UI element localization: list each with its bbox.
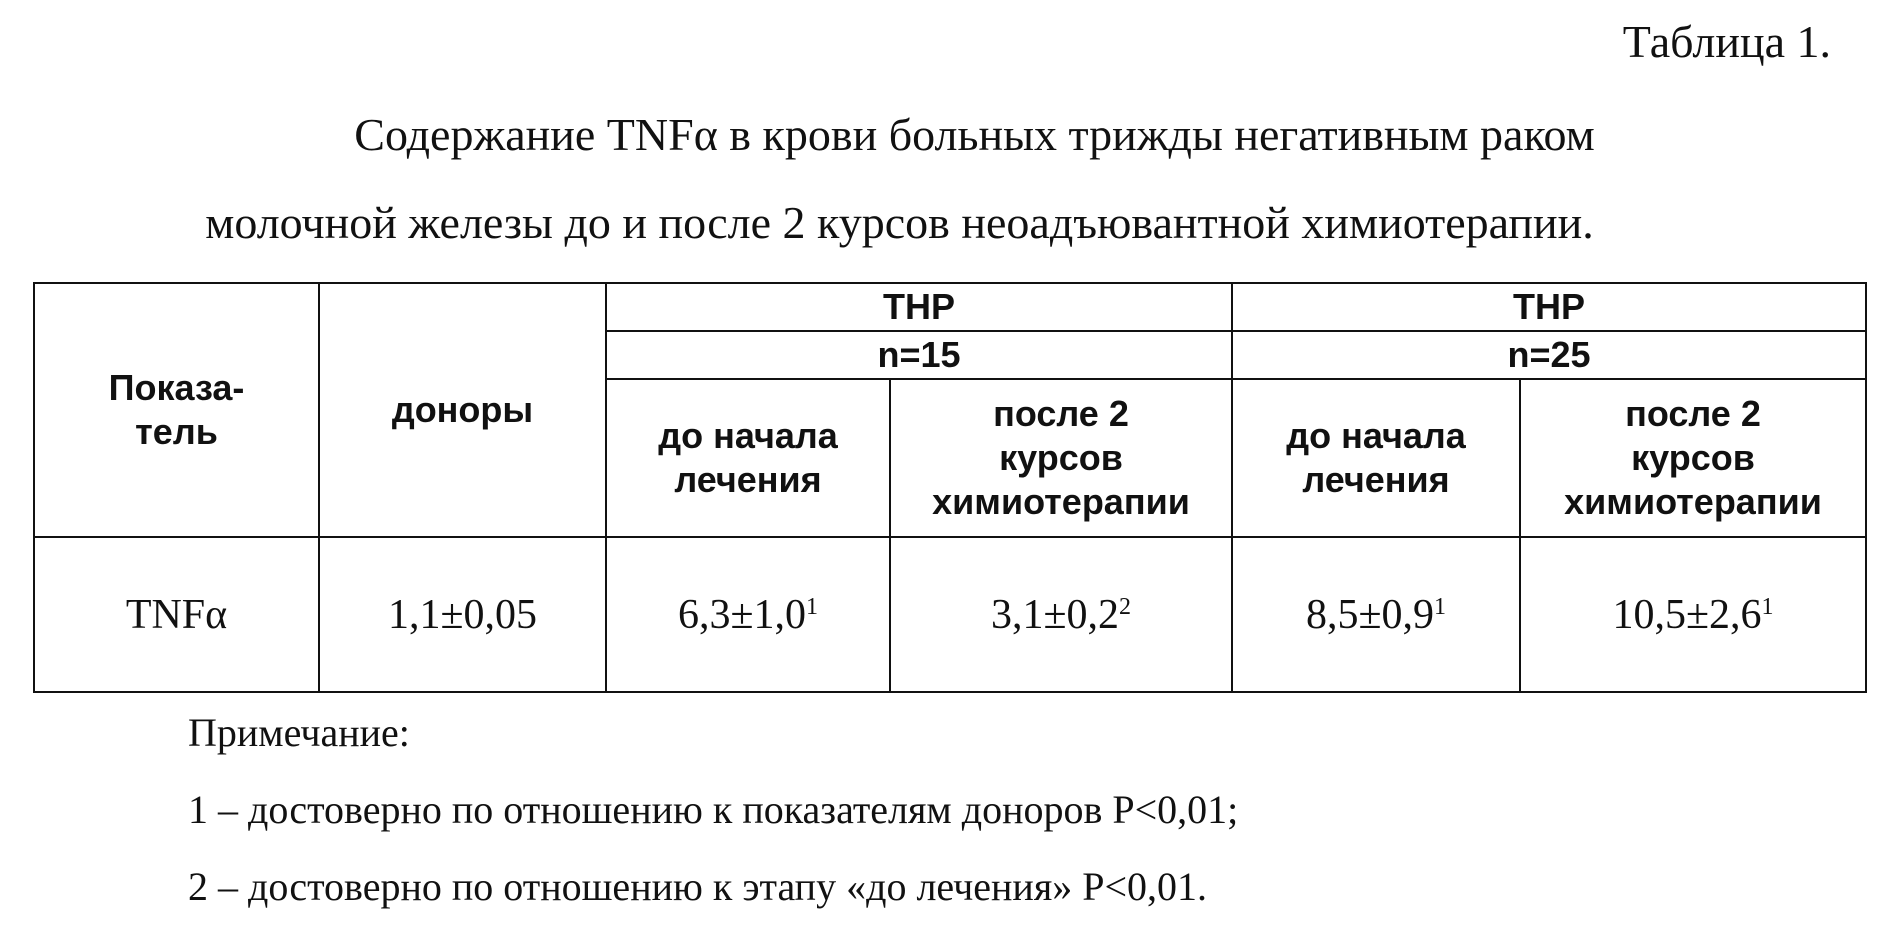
header-group-2-n: n=25 xyxy=(1232,331,1866,379)
header-group-2-name: ТНР xyxy=(1232,283,1866,331)
notes-heading: Примечание: xyxy=(188,710,410,755)
table-number-label: Таблица 1. xyxy=(1622,16,1831,67)
table-title-line-1: Содержание TNFα в крови больных трижды негативным раком xyxy=(354,109,1595,160)
cell-footnote-mark: 1 xyxy=(1761,593,1774,620)
cell-value: 10,5±2,6 xyxy=(1612,591,1762,638)
header-group-1-n: n=15 xyxy=(606,331,1232,379)
header-row-group xyxy=(34,283,1866,331)
after-line-2: курсов xyxy=(999,437,1123,478)
cell-value: 8,5±0,9 xyxy=(1305,591,1435,638)
before-line-1: до начала xyxy=(658,415,838,456)
note-2: 2 – достоверно по отношению к этапу «до лечения» P<0,01. xyxy=(188,864,1208,909)
header-group-1-before xyxy=(606,379,890,537)
before-line-1: до начала xyxy=(1286,415,1466,456)
before-line-2: лечения xyxy=(1302,459,1450,500)
cell-footnote-mark: 1 xyxy=(806,593,819,620)
after-line-1: после 2 xyxy=(1625,393,1761,434)
after-line-3: химиотерапии xyxy=(1564,481,1822,522)
header-indicator-line-1: Показа- xyxy=(108,367,245,408)
note-1: 1 – достоверно по отношению к показателям доноров P<0,01; xyxy=(188,787,1239,832)
cell-group-1-before xyxy=(606,537,890,692)
cell-group-2-after xyxy=(1520,537,1866,692)
after-line-2: курсов xyxy=(1631,437,1755,478)
data-table xyxy=(33,282,1867,693)
header-group-2-before xyxy=(1232,379,1520,537)
cell-value: 6,3±1,0 xyxy=(677,591,807,638)
cell-footnote-mark: 2 xyxy=(1119,593,1132,620)
before-line-2: лечения xyxy=(674,459,822,500)
cell-value: 3,1±0,2 xyxy=(990,591,1120,638)
header-donors: доноры xyxy=(319,283,606,537)
cell-group-1-after xyxy=(890,537,1232,692)
table-title-line-2: молочной железы до и после 2 курсов неоадъювантной химиотерапии. xyxy=(205,197,1594,248)
header-group-1-name: ТНР xyxy=(606,283,1232,331)
header-group-2-after xyxy=(1520,379,1866,537)
header-indicator-line-2: тель xyxy=(135,411,218,452)
cell-indicator: TNFα xyxy=(34,537,319,692)
after-line-3: химиотерапии xyxy=(932,481,1190,522)
cell-footnote-mark: 1 xyxy=(1434,593,1447,620)
header-group-1-after xyxy=(890,379,1232,537)
after-line-1: после 2 xyxy=(993,393,1129,434)
header-indicator xyxy=(34,283,319,537)
table-row xyxy=(34,537,1866,692)
cell-group-2-before xyxy=(1232,537,1520,692)
cell-donors: 1,1±0,05 xyxy=(319,537,606,692)
